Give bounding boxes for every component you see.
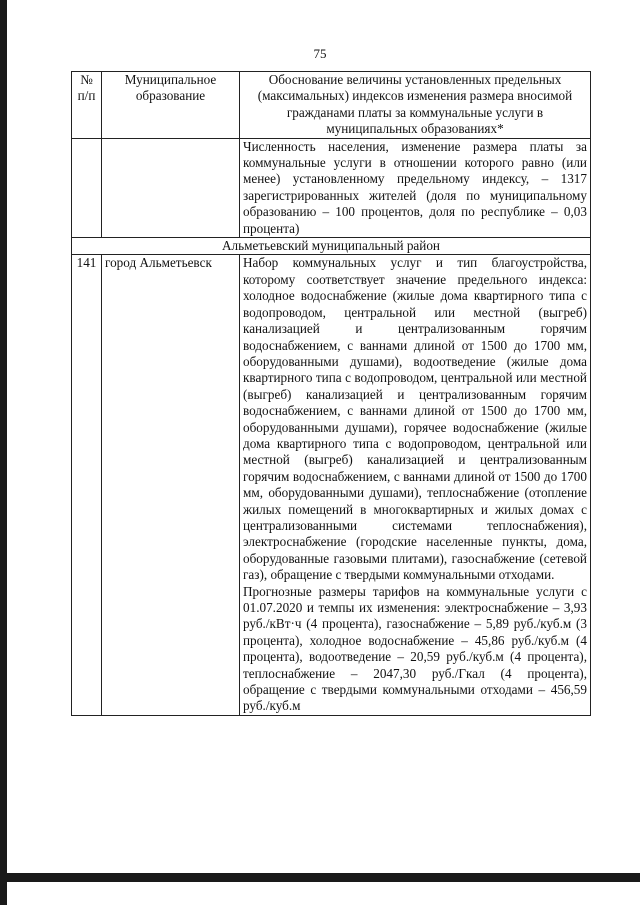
table-header-row bbox=[72, 72, 591, 139]
table-row bbox=[72, 255, 591, 715]
continuation-row bbox=[72, 138, 591, 237]
scan-edge-bottom bbox=[0, 873, 640, 882]
row-municipality: город Альметьевск bbox=[102, 255, 240, 715]
continuation-text: Численность населения, изменение размера платы за коммунальные услуги в отношении которого равно (или менее) установленному предельному индексу, – 1317 зарегистрированных жителей (доля по муниципальному образованию – 100 процентов, доля по республике – 0,03 процента) bbox=[240, 138, 591, 237]
justification-paragraph-tariffs: Прогнозные размеры тарифов на коммунальные услуги с 01.07.2020 и темпы их изменения: электроснабжение – 3,93 руб./кВт·ч (4 процента), газоснабжение – 5,89 руб./куб.м (3 процента), холодное водоснабжение – 45,86 руб./куб.м (4 процента), водоотведение – 20,59 руб./куб.м (4 процента), теплоснабжение – 2047,30 руб./Гкал (4 процента), обращение с твердыми коммунальными отходами – 456,59 руб./куб.м bbox=[243, 583, 587, 714]
district-title: Альметьевский муниципальный район bbox=[72, 238, 591, 255]
district-row bbox=[72, 238, 591, 255]
row-justification bbox=[240, 255, 591, 715]
continuation-municipality-cell bbox=[102, 138, 240, 237]
row-number: 141 bbox=[72, 255, 102, 715]
tariff-justification-table bbox=[71, 71, 591, 716]
page-number: 75 bbox=[313, 46, 327, 61]
header-justification: Обоснование величины установленных предельных (максимальных) индексов изменения размера вносимой гражданами платы за коммунальные услуги в муниципальных образованиях* bbox=[240, 72, 591, 139]
header-municipality: Муниципальное образование bbox=[102, 72, 240, 139]
justification-paragraph-services: Набор коммунальных услуг и тип благоустройства, которому соответствует значение предельного индекса: холодное водоснабжение (жилые дома квартирного типа с водопроводом, центральной или местной (выгреб) канализацией и централизованным горячим водоснабжением, с ваннами длиной от 1500 до 1700 мм, оборудованными душами), водоотведение (жилые дома квартирного типа с водопроводом, центральной или местной (выгреб) канализацией и централизованным горячим водоснабжением, с ваннами длиной от 1500 до 1700 мм, оборудованными душами), горячее водоснабжение (жилые дома квартирного типа с водопроводом, центральной или местной (выгреб) канализацией и централизованным горячим водоснабжением, с ваннами длиной от 1500 до 1700 мм, оборудованными душами), теплоснабжение (отопление жилых помещений в многоквартирных и жилых домах с централизованными системами теплоснабжения), электроснабжение (городские населенные пункты, дома, оборудованные газовыми плитами), газоснабжение (сетевой газ), обращение с твердыми коммунальными отходами. bbox=[243, 255, 587, 583]
header-number: № п/п bbox=[72, 72, 102, 139]
continuation-number-cell bbox=[72, 138, 102, 237]
scan-edge-left bbox=[0, 0, 7, 905]
